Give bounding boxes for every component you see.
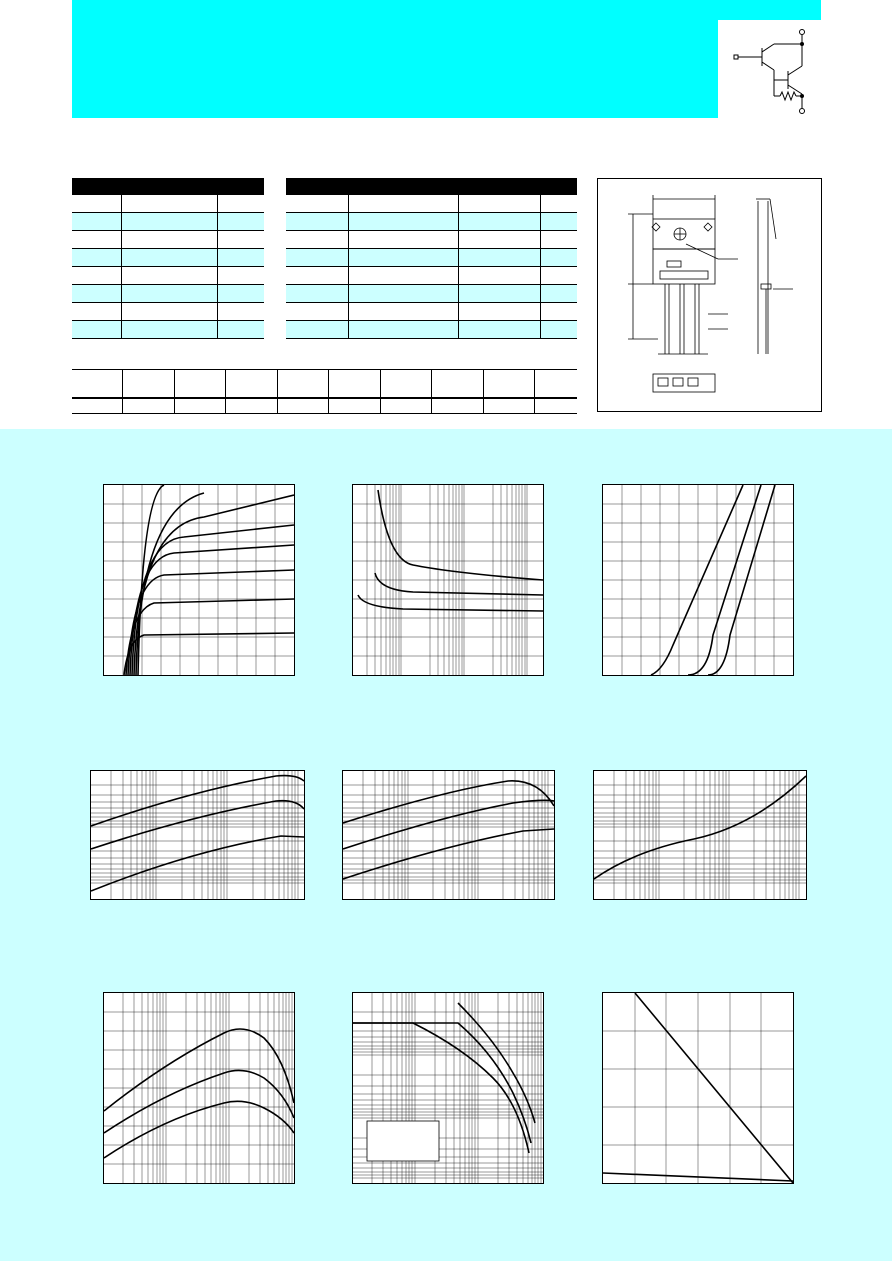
vce-sat-graph (90, 770, 305, 900)
hfe-rank-table (72, 369, 577, 414)
ic-vce-characteristics-graph (103, 484, 295, 676)
hfe-ic-graph (352, 484, 544, 676)
max-ratings-table (72, 178, 264, 339)
ic-vbe-graph (602, 484, 794, 676)
footnote-mark (340, 338, 346, 339)
header-banner (72, 0, 821, 118)
safe-operating-area-graph (352, 992, 544, 1184)
power-derating-graph (602, 992, 794, 1184)
vbe-sat-graph (342, 770, 555, 900)
package-outline-drawing (597, 178, 822, 412)
switching-time-graph (103, 992, 295, 1184)
electrical-characteristics-table (286, 178, 577, 339)
darlington-symbol (718, 20, 821, 118)
ic-vce-log-graph (593, 770, 807, 900)
